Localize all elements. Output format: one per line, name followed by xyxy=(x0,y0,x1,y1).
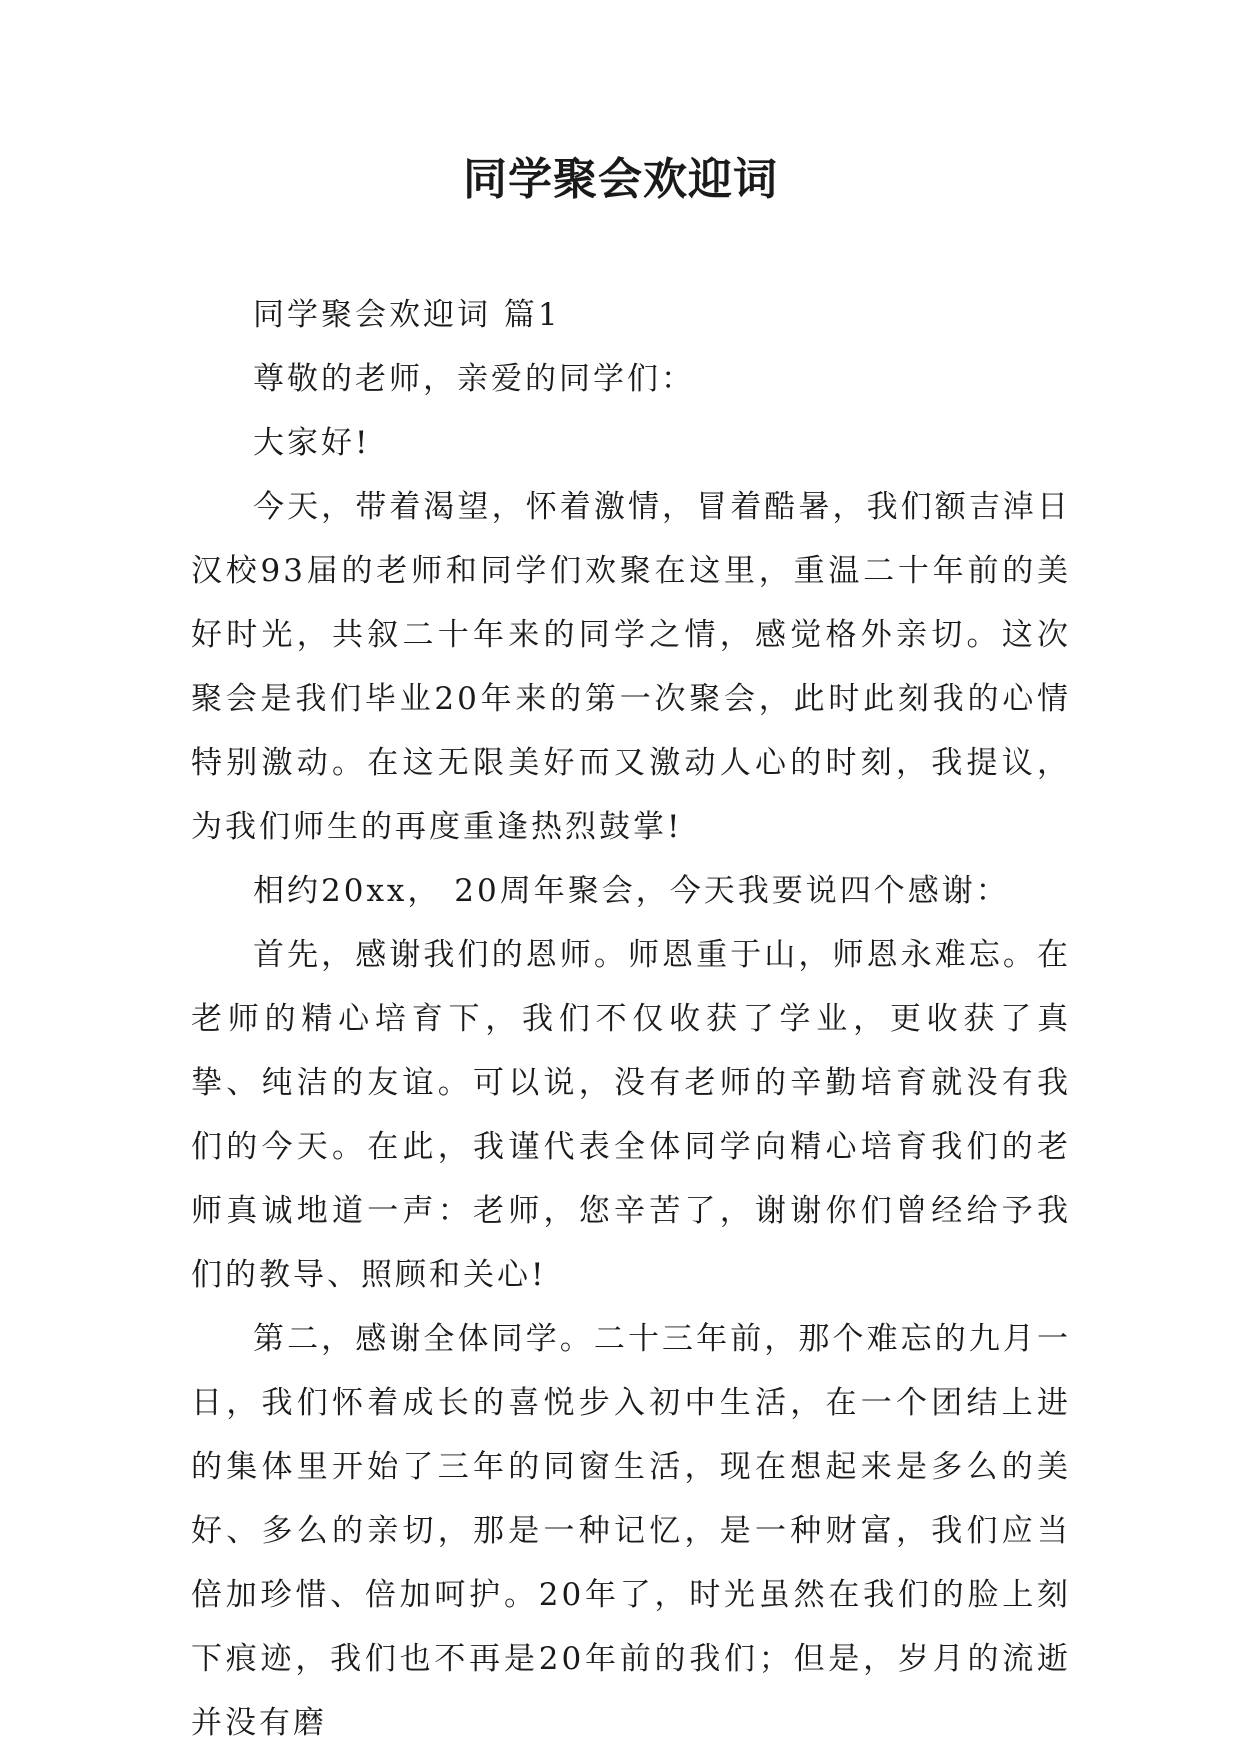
paragraph-greeting: 大家好! xyxy=(253,425,371,461)
paragraph-thanks-classmates: 第二，感谢全体同学。二十三年前，那个难忘的九月一日，我们怀着成长的喜悦步入初中生活，在一个团结上进的集体里开始了三年的同窗生活，现在想起来是多么的美好、多么的亲切，那是一种记忆，是一种财富，我们应当倍加珍惜、倍加呵护。20年了，时光虽然在我们的脸上刻下痕迹，我们也不再是20年前的我们；但是，岁月的流逝并没有磨 xyxy=(191,1321,1071,1741)
paragraph-heading: 同学聚会欢迎词 篇1 xyxy=(253,297,561,333)
paragraph-salutation: 尊敬的老师，亲爱的同学们： xyxy=(253,361,695,397)
paragraph-opening: 今天，带着渴望，怀着激情，冒着酷暑，我们额吉淖日汉校93届的老师和同学们欢聚在这里，重温二十年前的美好时光，共叙二十年来的同学之情，感觉格外亲切。这次聚会是我们毕业20年来的第一次聚会，此时此刻我的心情特别激动。在这无限美好而又激动人心的时刻，我提议，为我们师生的再度重逢热烈鼓掌! xyxy=(191,489,1071,845)
document-title: 同学聚会欢迎词 xyxy=(463,154,778,205)
paragraph-thanks-teachers: 首先，感谢我们的恩师。师恩重于山，师恩永难忘。在老师的精心培育下，我们不仅收获了学业，更收获了真挚、纯洁的友谊。可以说，没有老师的辛勤培育就没有我们的今天。在此，我谨代表全体同学向精心培育我们的老师真诚地道一声：老师，您辛苦了，谢谢你们曾经给予我们的教导、照顾和关心! xyxy=(191,937,1071,1293)
paragraph-four-thanks: 相约20xx， 20周年聚会，今天我要说四个感谢： xyxy=(253,873,1010,909)
document-body xyxy=(191,283,1071,1755)
